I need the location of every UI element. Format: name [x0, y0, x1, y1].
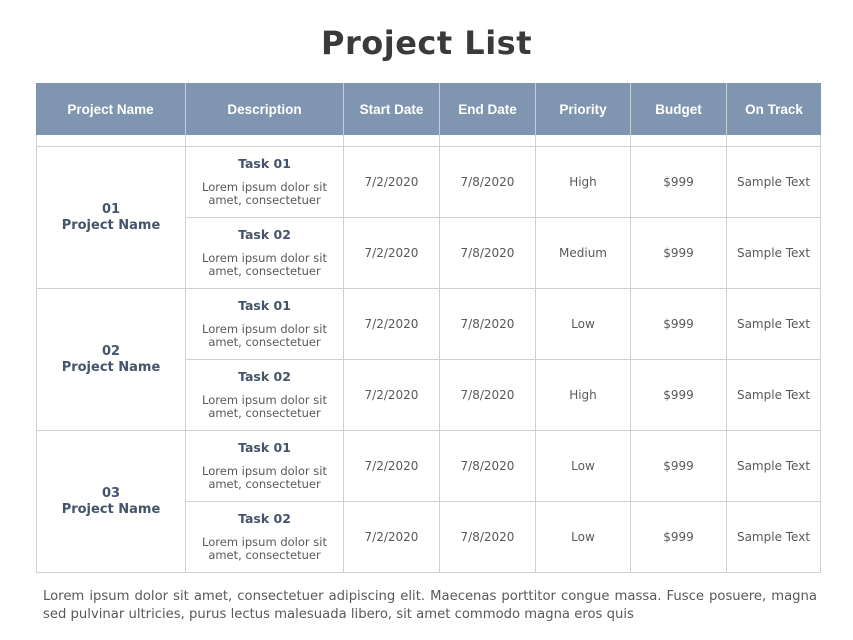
budget-cell: $999: [631, 289, 727, 359]
end-date-cell: 7/8/2020: [440, 218, 536, 289]
on-track-cell: Sample Text: [736, 174, 811, 189]
description-cell: [186, 360, 344, 431]
project-name: Project Name: [61, 501, 161, 517]
task-title: Task 02: [238, 369, 291, 385]
page-title: Project List: [321, 24, 532, 62]
table-row: [186, 289, 820, 360]
header-on-track: On Track: [745, 101, 803, 117]
on-track-cell: Sample Text: [736, 316, 811, 331]
on-track-cell: Sample Text: [736, 529, 811, 544]
end-date-cell: 7/8/2020: [440, 289, 536, 359]
project-group: [37, 289, 820, 431]
on-track-cell: Sample Text: [736, 458, 811, 473]
project-name-cell: [37, 147, 186, 288]
priority-cell: Low: [536, 502, 631, 573]
start-date-cell: 7/2/2020: [344, 218, 440, 289]
table-row: [186, 218, 820, 289]
budget-cell: $999: [631, 502, 727, 573]
project-name-cell: [37, 431, 186, 572]
project-group: [37, 147, 820, 289]
budget-cell: $999: [631, 360, 727, 431]
start-date-cell: 7/2/2020: [344, 360, 440, 431]
table-row: [186, 360, 820, 431]
footer-text: Lorem ipsum dolor sit amet, consectetuer adipiscing elit. Maecenas porttitor congue massa. Fusce posuere, magna sed pulvinar ultricies, purus lectus malesuada libero, sit amet commodo magna eros quis: [43, 589, 817, 622]
project-name: Project Name: [61, 359, 161, 375]
task-description: Lorem ipsum dolor sit amet, consectetuer: [202, 251, 327, 279]
description-cell: [186, 147, 344, 217]
task-title: Task 02: [238, 511, 291, 527]
task-title: Task 01: [238, 440, 291, 456]
project-number: 02: [101, 343, 121, 359]
end-date-cell: 7/8/2020: [440, 431, 536, 501]
task-description: Lorem ipsum dolor sit amet, consectetuer: [202, 180, 327, 208]
start-date-cell: 7/2/2020: [344, 431, 440, 501]
start-date-cell: 7/2/2020: [344, 289, 440, 359]
end-date-cell: 7/8/2020: [440, 147, 536, 217]
header-priority: Priority: [536, 83, 631, 135]
header-end-date: End Date: [440, 83, 536, 135]
header-spacer: [36, 135, 821, 146]
priority-cell: Medium: [536, 218, 631, 289]
priority-cell: High: [536, 360, 631, 431]
priority-cell: High: [536, 147, 631, 217]
budget-cell: $999: [631, 147, 727, 217]
priority-cell: Low: [536, 289, 631, 359]
project-name: Project Name: [61, 217, 161, 233]
task-title: Task 01: [238, 156, 291, 172]
on-track-cell: Sample Text: [736, 245, 811, 260]
table-row: [186, 431, 820, 502]
header-start-date: Start Date: [344, 83, 440, 135]
description-cell: [186, 289, 344, 359]
table-row: [186, 147, 820, 218]
budget-cell: $999: [631, 218, 727, 289]
task-description: Lorem ipsum dolor sit amet, consectetuer: [202, 393, 327, 421]
project-group: [37, 431, 820, 572]
project-name-cell: [37, 289, 186, 430]
description-cell: [186, 502, 344, 573]
description-cell: [186, 218, 344, 289]
on-track-cell: Sample Text: [736, 387, 811, 402]
task-description: Lorem ipsum dolor sit amet, consectetuer: [202, 464, 327, 492]
table-header: [36, 83, 821, 135]
task-title: Task 02: [238, 227, 291, 243]
start-date-cell: 7/2/2020: [344, 502, 440, 573]
priority-cell: Low: [536, 431, 631, 501]
header-budget: Budget: [631, 83, 727, 135]
end-date-cell: 7/8/2020: [440, 502, 536, 573]
table-row: [186, 502, 820, 573]
budget-cell: $999: [631, 431, 727, 501]
task-description: Lorem ipsum dolor sit amet, consectetuer: [202, 322, 327, 350]
task-title: Task 01: [238, 298, 291, 314]
start-date-cell: 7/2/2020: [344, 147, 440, 217]
end-date-cell: 7/8/2020: [440, 360, 536, 431]
header-description: Description: [186, 83, 344, 135]
header-project-name: Project Name: [36, 83, 186, 135]
project-number: 01: [101, 201, 121, 217]
description-cell: [186, 431, 344, 501]
project-table: [36, 146, 821, 573]
project-number: 03: [101, 485, 121, 501]
task-description: Lorem ipsum dolor sit amet, consectetuer: [202, 535, 327, 563]
